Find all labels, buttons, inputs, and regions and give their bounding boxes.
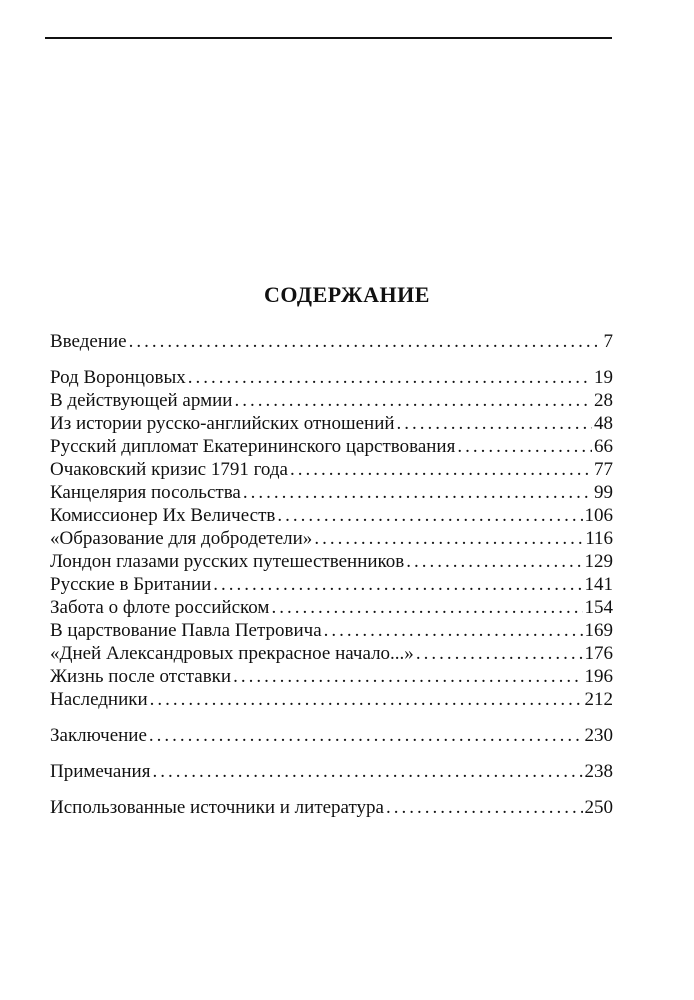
toc-entry-label: Лондон глазами русских путешественников: [50, 551, 405, 572]
toc-entry-chapter-13: [50, 642, 613, 665]
toc-entry-page: 7: [603, 331, 613, 352]
toc-entry-conclusion: [50, 724, 613, 747]
dot-leader: [290, 458, 592, 481]
dot-leader: [149, 724, 583, 747]
toc-entry-chapter-3: [50, 412, 613, 435]
toc-entry-page: 196: [584, 666, 613, 687]
toc-entry-page: 169: [584, 620, 613, 641]
toc-entry-page: 28: [594, 390, 613, 411]
dot-leader: [150, 688, 583, 711]
toc-entry-page: 154: [584, 597, 613, 618]
toc-entry-label: «Образование для добродетели»: [50, 528, 313, 549]
toc-entry-chapter-5: [50, 458, 613, 481]
dot-leader: [416, 642, 583, 665]
toc-entry-page: 129: [584, 551, 613, 572]
toc-entry-page: 141: [584, 574, 613, 595]
toc-entry-chapter-15: [50, 688, 613, 711]
toc-entry-label: Жизнь после отставки: [50, 666, 232, 687]
dot-leader: [314, 527, 583, 550]
dot-leader: [233, 665, 582, 688]
toc-entry-label: Русские в Британии: [50, 574, 212, 595]
toc-entry-chapter-11: [50, 596, 613, 619]
toc-entry-label: Канцелярия посольства: [50, 482, 241, 503]
toc-entry-page: 238: [584, 761, 613, 782]
dot-leader: [277, 504, 582, 527]
toc-entry-page: 230: [584, 725, 613, 746]
toc-entry-label: Очаковский кризис 1791 года: [50, 459, 288, 480]
dot-leader: [386, 796, 583, 819]
toc-entry-introduction: [50, 330, 613, 353]
toc-entry-label: Русский дипломат Екатерининского царствования: [50, 436, 456, 457]
toc-entry-chapter-12: [50, 619, 613, 642]
dot-leader: [213, 573, 582, 596]
dot-leader: [397, 412, 592, 435]
top-rule: [45, 37, 612, 39]
toc-entry-chapter-14: [50, 665, 613, 688]
dot-leader: [271, 596, 582, 619]
dot-leader: [129, 330, 597, 353]
dot-leader: [152, 760, 582, 783]
toc-entry-chapter-9: [50, 550, 613, 573]
toc-entry-chapter-6: [50, 481, 613, 504]
dot-leader: [457, 435, 592, 458]
toc-entry-label: Заключение: [50, 725, 147, 746]
dot-leader: [406, 550, 582, 573]
toc-entry-label: Забота о флоте российском: [50, 597, 270, 618]
dot-leader: [243, 481, 592, 504]
toc-entry-page: 250: [584, 797, 613, 818]
toc-entry-chapter-8: [50, 527, 613, 550]
toc-entry-page: 99: [594, 482, 613, 503]
toc-entry-page: 19: [594, 367, 613, 388]
toc-entry-chapter-4: [50, 435, 613, 458]
toc-entry-label: Из истории русско-английских отношений: [50, 413, 395, 434]
toc-entry-label: Введение: [50, 331, 127, 352]
dot-leader: [234, 389, 592, 412]
toc-entry-label: Наследники: [50, 689, 148, 710]
toc-entry-label: Комиссионер Их Величеств: [50, 505, 276, 526]
toc-entry-sources: [50, 796, 613, 819]
dot-leader: [324, 619, 583, 642]
toc-entry-label: Использованные источники и литература: [50, 797, 384, 818]
toc-entry-page: 48: [594, 413, 613, 434]
toc-entry-notes: [50, 760, 613, 783]
toc-entry-label: «Дней Александровых прекрасное начало...»: [50, 643, 414, 664]
dot-leader: [188, 366, 592, 389]
toc-entry-label: Примечания: [50, 761, 151, 782]
toc-entry-page: 66: [594, 436, 613, 457]
toc-entry-label: Род Воронцовых: [50, 367, 186, 388]
toc-entry-page: 176: [584, 643, 613, 664]
toc-entry-chapter-10: [50, 573, 613, 596]
toc-entry-page: 116: [585, 528, 613, 549]
table-of-contents: [50, 330, 613, 819]
toc-entry-page: 212: [584, 689, 613, 710]
toc-entry-label: В царствование Павла Петровича: [50, 620, 322, 641]
toc-entry-chapter-2: [50, 389, 613, 412]
toc-entry-chapter-1: [50, 366, 613, 389]
toc-title: СОДЕРЖАНИЕ: [264, 282, 430, 307]
toc-entry-chapter-7: [50, 504, 613, 527]
toc-entry-label: В действующей армии: [50, 390, 233, 411]
toc-entry-page: 77: [594, 459, 613, 480]
toc-entry-page: 106: [584, 505, 613, 526]
